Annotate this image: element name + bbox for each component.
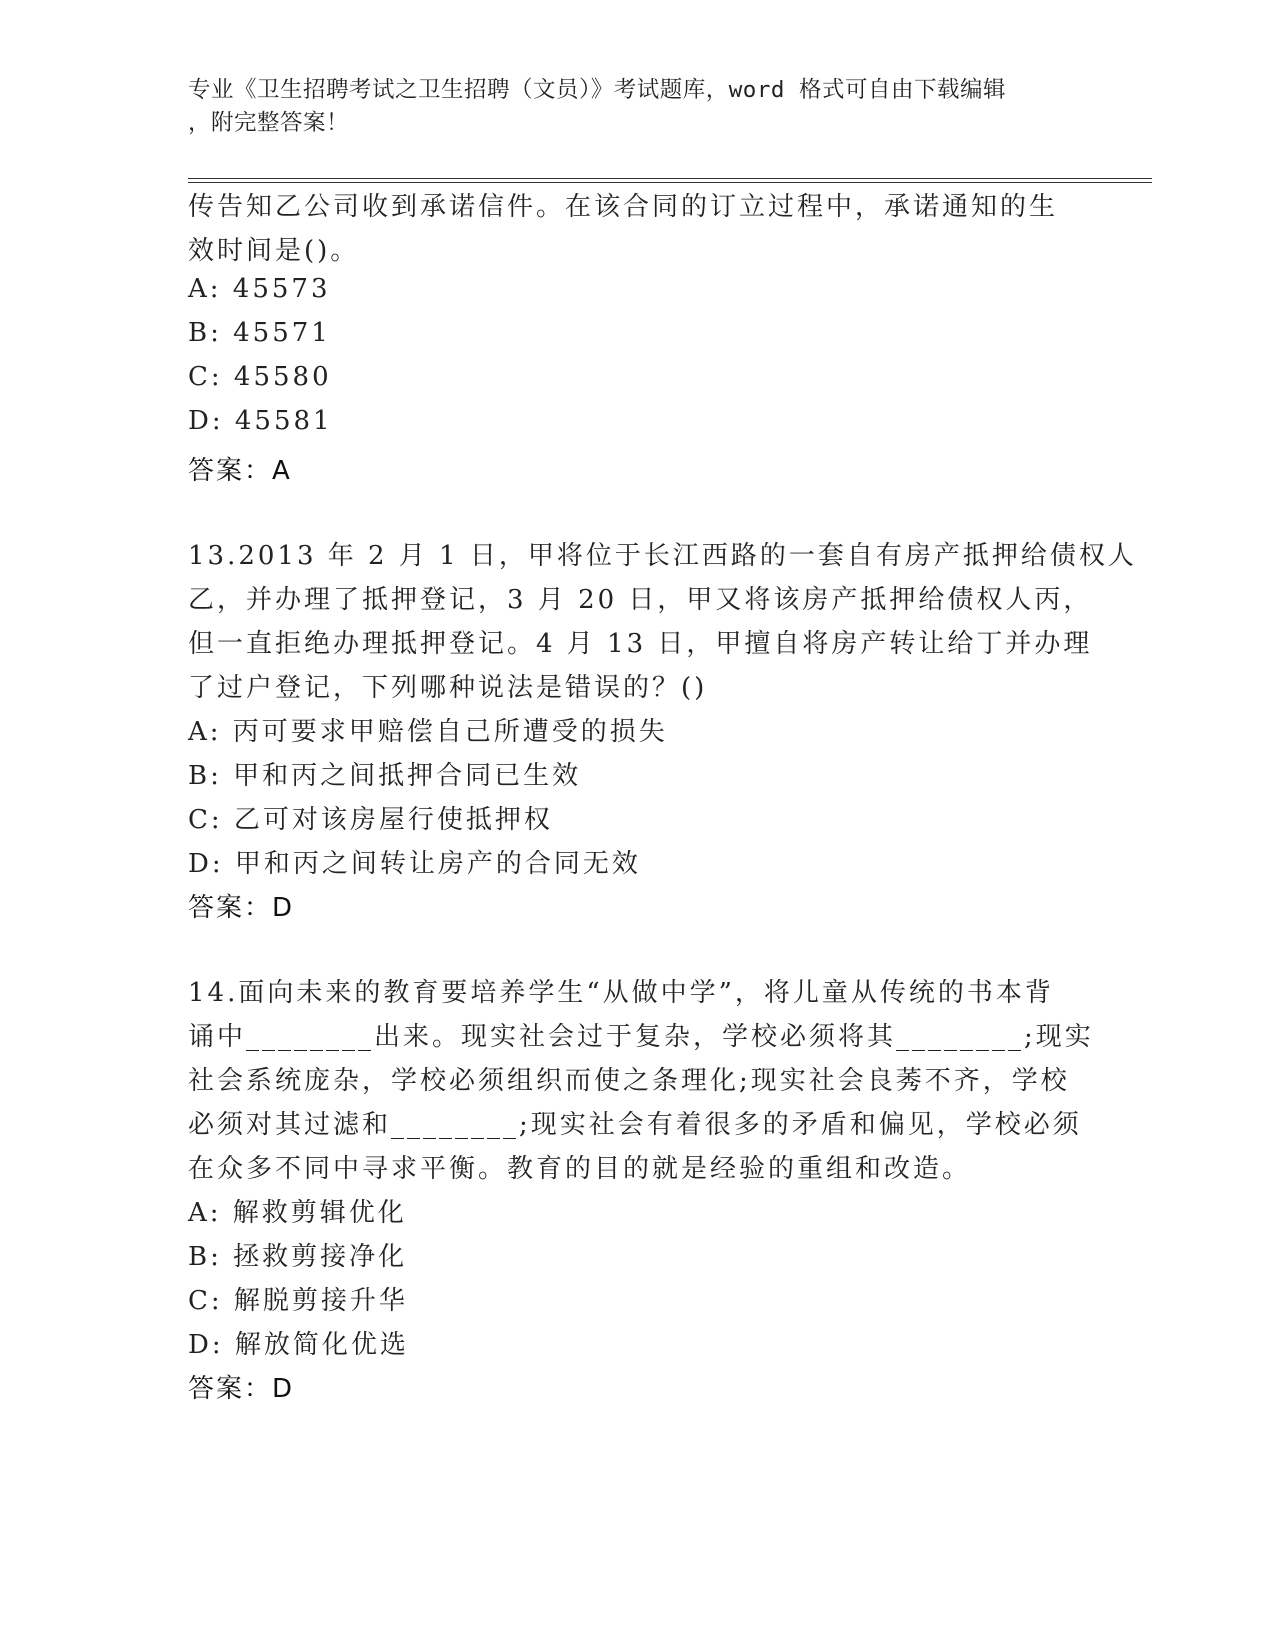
q14-text-line-2: 诵中________出来。现实社会过于复杂，学校必须将其________;现实 bbox=[188, 1022, 1094, 1052]
q14-answer: 答案：D bbox=[188, 1374, 295, 1404]
q13-answer: 答案：D bbox=[188, 893, 295, 923]
q14-option-a: A: 解救剪辑优化 bbox=[188, 1198, 407, 1228]
q12-option-b: B: 45571 bbox=[188, 318, 331, 348]
page-header bbox=[188, 74, 1068, 140]
q13-option-a: A: 丙可要求甲赔偿自己所遭受的损失 bbox=[188, 717, 668, 747]
q12-answer: 答案：A bbox=[188, 456, 292, 486]
q14-text-line-4: 必须对其过滤和________;现实社会有着很多的矛盾和偏见，学校必须 bbox=[188, 1110, 1082, 1140]
q12-option-a: A: 45573 bbox=[188, 274, 331, 304]
header-line-1: 专业《卫生招聘考试之卫生招聘（文员）》考试题库，word 格式可自由下载编辑 bbox=[188, 77, 1006, 103]
q13-text-line-1: 13.2013 年 2 月 1 日，甲将位于长江西路的一套自有房产抵押给债权人 bbox=[188, 541, 1137, 571]
q13-text-line-4: 了过户登记，下列哪种说法是错误的？() bbox=[188, 673, 708, 703]
q14-text-line-5: 在众多不同中寻求平衡。教育的目的就是经验的重组和改造。 bbox=[188, 1154, 972, 1184]
q13-option-d: D: 甲和丙之间转让房产的合同无效 bbox=[188, 849, 641, 879]
q12-text-line-1: 传告知乙公司收到承诺信件。在该合同的订立过程中，承诺通知的生 bbox=[188, 192, 1059, 222]
q12-option-d: D: 45581 bbox=[188, 406, 333, 436]
q14-text-line-3: 社会系统庞杂，学校必须组织而使之条理化;现实社会良莠不齐，学校 bbox=[188, 1066, 1070, 1096]
q13-text-line-2: 乙，并办理了抵押登记，3 月 20 日，甲又将该房产抵押给债权人丙， bbox=[188, 585, 1093, 615]
q13-option-c: C: 乙可对该房屋行使抵押权 bbox=[188, 805, 553, 835]
q12-option-c: C: 45580 bbox=[188, 362, 332, 392]
header-line-2: ，附完整答案！ bbox=[188, 110, 350, 136]
q13-option-b: B: 甲和丙之间抵押合同已生效 bbox=[188, 761, 582, 791]
q14-option-d: D: 解放简化优选 bbox=[188, 1330, 409, 1360]
q14-option-b: B: 拯救剪接净化 bbox=[188, 1242, 408, 1272]
q13-text-line-3: 但一直拒绝办理抵押登记。4 月 13 日，甲擅自将房产转让给丁并办理 bbox=[188, 629, 1093, 659]
header-divider-top bbox=[188, 178, 1152, 179]
q12-text-line-2: 效时间是()。 bbox=[188, 236, 360, 266]
q14-option-c: C: 解脱剪接升华 bbox=[188, 1286, 408, 1316]
header-divider-bottom bbox=[188, 182, 1152, 183]
q14-text-line-1: 14.面向未来的教育要培养学生“从做中学”，将儿童从传统的书本背 bbox=[188, 978, 1054, 1008]
